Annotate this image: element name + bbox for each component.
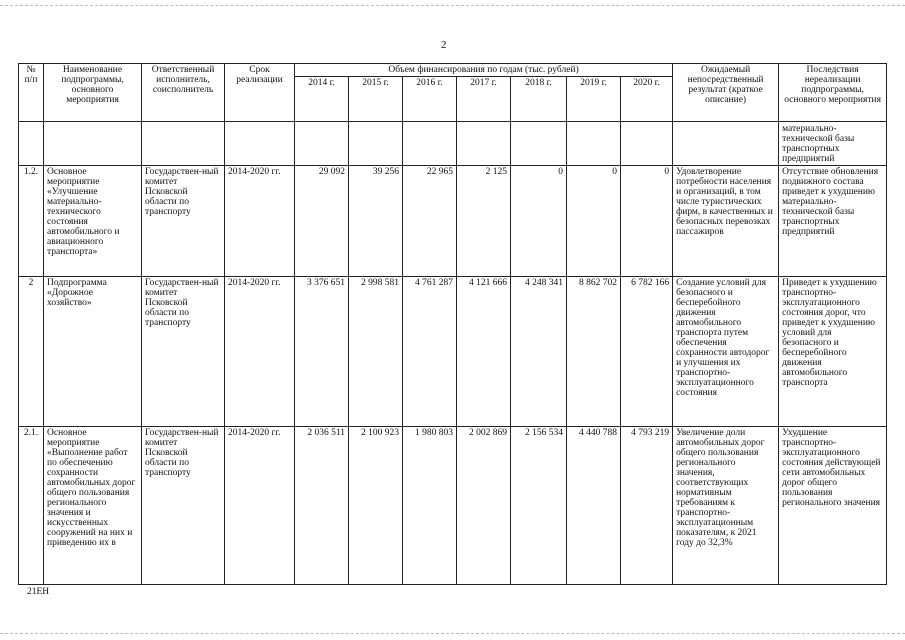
header-row: [19, 64, 887, 77]
header-year: 2019 г.: [567, 77, 621, 122]
header-year: 2020 г.: [621, 77, 673, 122]
row-value-2018: 4 248 341: [511, 277, 567, 427]
header-name: Наименование подпрограммы, основного мероприятия: [44, 64, 142, 122]
row-value-2017: 2 125: [457, 166, 511, 277]
row-value-2016: 22 965: [403, 166, 457, 277]
row-responsible: Государствен-ный комитет Псковской области по транспорту: [142, 427, 225, 585]
row-term: 2014-2020 гг.: [225, 277, 295, 427]
row-consequences: Отсутствие обновления подвижного состава приведет к ухудшению материально-технической базы транспортных предприятий: [779, 166, 887, 277]
header-responsible: Ответственный исполнитель, соисполнитель: [142, 64, 225, 122]
row-term: 2014-2020 гг.: [225, 427, 295, 585]
row-num: 1.2.: [19, 166, 44, 277]
row-expected: Удовлетворение потребности населения и организаций, в том числе туристических фирм, в качественных и безопасных перевозках пассажиров: [673, 166, 779, 277]
row-value-2017: 4 121 666: [457, 277, 511, 427]
continuation-row: [19, 122, 887, 166]
row-expected: Увеличение доли автомобильных дорог общего пользования регионального значения, соответствующих нормативным требованиям к транспортно-эксплуатационным показателям, к 2021 году до 32,3%: [673, 427, 779, 585]
table-row: [19, 166, 887, 277]
header-year: 2015 г.: [349, 77, 403, 122]
header-num: № п/п: [19, 64, 44, 122]
row-term: 2014-2020 гг.: [225, 166, 295, 277]
footer-code: 21ЕН: [27, 587, 50, 597]
row-consequences: Приведет к ухудшению транспортно-эксплуатационного состояния дорог, что приведет к ухудшению условий для безопасного и бесперебойного движения автомобильного транспорта: [779, 277, 887, 427]
row-value-2020: 4 793 219: [621, 427, 673, 585]
row-value-2020: 0: [621, 166, 673, 277]
row-num: 2.1.: [19, 427, 44, 585]
row-value-2015: 2 100 923: [349, 427, 403, 585]
page-number: 2: [441, 39, 447, 51]
header-funding: Объем финансирования по годам (тыс. рублей): [295, 64, 673, 77]
row-consequences: Ухудшение транспортно-эксплуатационного состояния действующей сети автомобильных дорог общего пользования регионального значения: [779, 427, 887, 585]
continuation-consequences: материально-технической базы транспортных предприятий: [779, 122, 887, 166]
header-year: 2014 г.: [295, 77, 349, 122]
row-responsible: Государствен-ный комитет Псковской области по транспорту: [142, 166, 225, 277]
header-year: 2018 г.: [511, 77, 567, 122]
row-value-2019: 8 862 702: [567, 277, 621, 427]
row-value-2019: 0: [567, 166, 621, 277]
funding-table: [18, 63, 887, 585]
row-expected: Создание условий для безопасного и бесперебойного движения автомобильного транспорта путем обеспечения сохранности автодорог и улучшения их транспортно-эксплуатационного состояния: [673, 277, 779, 427]
row-value-2016: 4 761 287: [403, 277, 457, 427]
table-row: [19, 277, 887, 427]
row-name: Подпрограмма «Дорожное хозяйство»: [44, 277, 142, 427]
row-value-2018: 0: [511, 166, 567, 277]
row-value-2019: 4 440 788: [567, 427, 621, 585]
row-value-2016: 1 980 803: [403, 427, 457, 585]
scan-edge-top: [0, 5, 905, 6]
row-num: 2: [19, 277, 44, 427]
row-value-2014: 2 036 511: [295, 427, 349, 585]
row-name: Основное мероприятие «Улучшение материально-технического состояния автомобильного и авиационного транспорта»: [44, 166, 142, 277]
row-value-2014: 3 376 651: [295, 277, 349, 427]
header-term: Срок реализации: [225, 64, 295, 122]
row-value-2018: 2 156 534: [511, 427, 567, 585]
row-responsible: Государствен-ный комитет Псковской области по транспорту: [142, 277, 225, 427]
row-value-2015: 39 256: [349, 166, 403, 277]
row-value-2014: 29 092: [295, 166, 349, 277]
header-expected: Ожидаемый непосредственный результат (краткое описание): [673, 64, 779, 122]
header-consequences: Последствия нереализации подпрограммы, основного мероприятия: [779, 64, 887, 122]
scan-edge-bottom: [0, 633, 905, 634]
table-row: [19, 427, 887, 585]
row-value-2015: 2 998 581: [349, 277, 403, 427]
row-value-2017: 2 002 869: [457, 427, 511, 585]
row-name: Основное мероприятие «Выполнение работ по обеспечению сохранности автомобильных дорог общего пользования регионального значения и искусственных сооружений на них и приведению их в: [44, 427, 142, 585]
header-year: 2016 г.: [403, 77, 457, 122]
row-value-2020: 6 782 166: [621, 277, 673, 427]
header-year: 2017 г.: [457, 77, 511, 122]
